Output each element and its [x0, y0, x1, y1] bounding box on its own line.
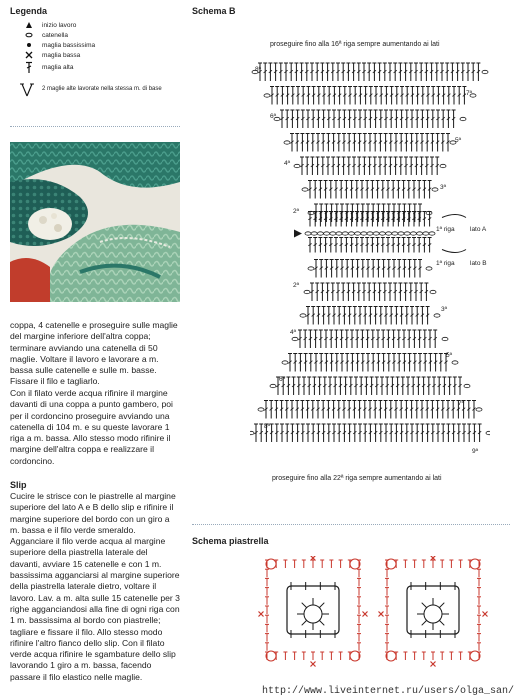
instructions-paragraph: Con il filato verde acqua rifinire il margine davanti di una coppa a punto gambero, poi per il cordoncino proseguire avviando una catenella di 104 m. e su queste lavorare 1 riga a m. bassa. Allo stesso modo rifinire il margine dell'altra coppa e realizzare il cordoncino. — [10, 388, 173, 466]
legend-item — [18, 40, 180, 50]
tile-motif — [379, 556, 488, 667]
row-label: 3ª — [441, 306, 448, 313]
slip-paragraph: Cucire le strisce con le piastrelle al margine superiore del lato A e B dello slip e rifinire il margine superiore del bordo con un giro a m. bassa e il filo verde smeraldo. Agganciare il filo verde acqua al margine superiore della piastrella laterale del davanti, avviare 15 catenelle e con 1 m. bassissima agganciarsi al margine superiore della piastrella laterale dietro, voltare il lavoro. Lav. a m. alta sulle 15 catenelle per 3 righe agganciandosi alla fine di ogni riga con 1 m. bassissima al bordo con piastrelle; tagliare e fissare il filo. Allo stesso modo rifinire l'altro fianco dello slip. Con il filato verde acqua rifinire le sgambature dello slip lavorando 1 giro a m. bassa, facendo passare il filo elastico nelle maglie. — [10, 491, 180, 682]
side-a-label: lato A — [470, 226, 487, 233]
two-dc-same-stitch-icon — [18, 82, 36, 97]
schema-b-title: Schema B — [192, 6, 236, 16]
legend-item — [18, 60, 180, 74]
slip-heading: Slip — [10, 480, 27, 490]
legend-label: maglia alta — [42, 63, 74, 71]
chart-row — [270, 377, 470, 395]
top-note: proseguire fino alla 16ª riga sempre aumentando ai lati — [270, 41, 440, 48]
chart-row — [308, 238, 432, 253]
legend-label: 2 maglie alte lavorate nella stessa m. di base — [42, 86, 162, 92]
first-row-b-label: 1ª riga — [436, 260, 455, 267]
legend-label: inizio lavoro — [42, 21, 77, 29]
chart-row — [294, 157, 446, 175]
row-label: 9ª — [472, 448, 479, 455]
row-label: 5ª — [446, 352, 453, 359]
start-arrow-icon — [22, 21, 36, 29]
row-label: 7ª — [458, 400, 465, 407]
legend-item — [18, 20, 180, 30]
tile-chart — [255, 556, 495, 681]
chart-row — [304, 283, 436, 301]
chart-row — [300, 307, 440, 325]
first-row-a-label: 1ª riga — [436, 226, 455, 233]
row-label: 2ª — [293, 208, 300, 215]
side-arrows — [442, 215, 466, 253]
legend-list — [10, 20, 180, 98]
row-label: 5ª — [455, 137, 462, 144]
product-photo — [10, 142, 180, 302]
row-label: 6ª — [270, 113, 277, 120]
row-label: 8ª — [255, 66, 262, 73]
row-label: 7ª — [466, 90, 473, 97]
bottom-note: proseguire fino alla 22ª riga sempre aumentando ai lati — [272, 475, 442, 482]
chart-row — [282, 354, 458, 372]
chart-row — [302, 181, 438, 199]
chart-row — [252, 63, 488, 81]
legend-title: Legenda — [10, 6, 48, 16]
row-label: 3ª — [440, 184, 447, 191]
chart-row — [308, 260, 432, 278]
legend-label: maglia bassa — [42, 51, 81, 59]
single-crochet-icon — [22, 51, 36, 59]
legend-item — [18, 30, 180, 40]
row-label: 2ª — [293, 282, 300, 289]
row-label: 4ª — [290, 329, 297, 336]
watermark-url: http://www.liveinternet.ru/users/olga_san/ — [261, 686, 514, 697]
left-column — [10, 0, 180, 98]
legend-label: catenella — [42, 31, 69, 39]
foundation-chain-row — [294, 230, 435, 238]
double-crochet-icon — [22, 61, 36, 74]
chart-row — [258, 401, 482, 419]
chart-row — [284, 134, 456, 152]
legend-item — [14, 80, 180, 98]
chart-row — [292, 330, 448, 348]
chart-row — [250, 424, 490, 442]
right-divider — [192, 524, 510, 525]
side-b-label: lato B — [470, 260, 487, 267]
chart-row — [274, 110, 466, 128]
tile-motif — [259, 556, 368, 667]
legend-label: maglia bassissima — [42, 41, 96, 49]
slip-stitch-icon — [22, 42, 36, 48]
left-divider — [10, 126, 180, 127]
chain-icon — [22, 32, 36, 38]
legend-item — [18, 50, 180, 60]
row-label: 8ª — [264, 423, 271, 430]
chart-row — [264, 87, 476, 105]
schema-tile-title: Schema piastrella — [192, 536, 269, 546]
row-label: 4ª — [284, 160, 291, 167]
instructions-paragraph: coppa, 4 catenelle e proseguire sulle maglie del margine inferiore dell'altra coppa; terminare avviando una catenella di 50 maglie. Voltare il lavoro e lavorare a m. bassa sulle catenelle e sulle m. basse. Fissare il filo e tagliarlo. — [10, 320, 178, 387]
row-label: 6ª — [279, 376, 286, 383]
